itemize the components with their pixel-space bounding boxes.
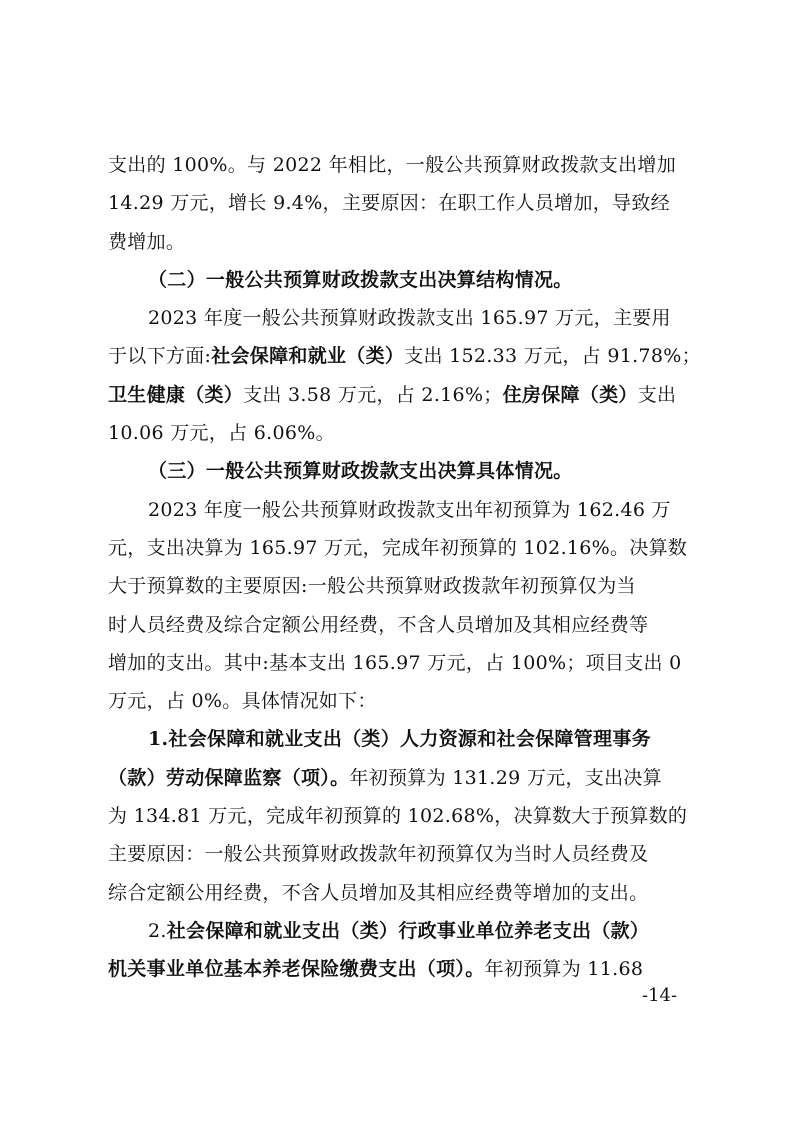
category-label: 住房保障（类） bbox=[502, 383, 638, 406]
text-line: 万元，占 0%。具体情况如下： bbox=[108, 690, 377, 713]
item-heading-1: 1.社会保障和就业支出（类）人力资源和社会保障管理事务 bbox=[148, 728, 651, 751]
text-span: 年初预算为 131.29 万元，支出决算 bbox=[349, 766, 662, 789]
text-line: 费增加。 bbox=[108, 230, 186, 253]
text-line bbox=[108, 337, 701, 375]
text-line: 为 134.81 万元，完成年初预算的 102.68%，决算数大于预算数的 bbox=[108, 805, 688, 828]
category-label: 卫生健康（类） bbox=[108, 383, 244, 406]
text-line: 2023 年度一般公共预算财政拨款支出 165.97 万元，主要用 bbox=[148, 307, 671, 330]
text-line: 14.29 万元，增长 9.4%，主要原因：在职工作人员增加，导致经 bbox=[108, 192, 670, 215]
text-line: 支出的 100%。与 2022 年相比，一般公共预算财政拨款支出增加 bbox=[108, 154, 676, 176]
item-heading-2 bbox=[108, 912, 688, 950]
category-label: 社会保障和就业（类） bbox=[211, 345, 405, 368]
text-line: 2023 年度一般公共预算财政拨款支出年初预算为 162.46 万 bbox=[148, 498, 671, 521]
document-body bbox=[108, 146, 701, 989]
text-span: 支出 152.33 万元，占 91.78%； bbox=[404, 345, 701, 368]
text-line: 元，支出决算为 165.97 万元，完成年初预算的 102.16%。决算数 bbox=[108, 536, 688, 559]
section-heading-2: （二）一般公共预算财政拨款支出决算结构情况。 bbox=[148, 268, 573, 291]
text-line: 大于预算数的主要原因:一般公共预算财政拨款年初预算仅为当 bbox=[108, 575, 636, 598]
page-number: -14- bbox=[642, 985, 678, 1006]
text-line: 增加的支出。其中:基本支出 165.97 万元，占 100%；项目支出 0 bbox=[108, 651, 682, 674]
text-line bbox=[108, 950, 688, 988]
text-line bbox=[108, 759, 688, 797]
text-line: 时人员经费及综合定额公用经费，不含人员增加及其相应经费等 bbox=[108, 613, 649, 636]
item-heading-span: 机关事业单位基本养老保险缴费支出（项）。 bbox=[108, 958, 485, 981]
text-line: 综合定额公用经费，不含人员增加及其相应经费等增加的支出。 bbox=[108, 881, 649, 904]
text-span: 于以下方面: bbox=[108, 345, 212, 368]
text-line: 主要原因：一般公共预算财政拨款年初预算仅为当时人员经费及 bbox=[108, 843, 649, 866]
text-line: 10.06 万元，占 6.06%。 bbox=[108, 422, 335, 445]
item-heading-span: 社会保障和就业支出（类）行政事业单位养老支出（款） bbox=[166, 919, 650, 942]
text-line bbox=[108, 376, 688, 414]
text-span: 支出 bbox=[637, 383, 677, 406]
text-span: 支出 3.58 万元，占 2.16%； bbox=[243, 383, 503, 406]
section-heading-3: （三）一般公共预算财政拨款支出决算具体情况。 bbox=[148, 460, 573, 483]
text-span: 年初预算为 11.68 bbox=[484, 958, 644, 981]
item-number: 2. bbox=[148, 919, 167, 942]
item-heading-span: （款）劳动保障监察（项）。 bbox=[108, 766, 350, 789]
